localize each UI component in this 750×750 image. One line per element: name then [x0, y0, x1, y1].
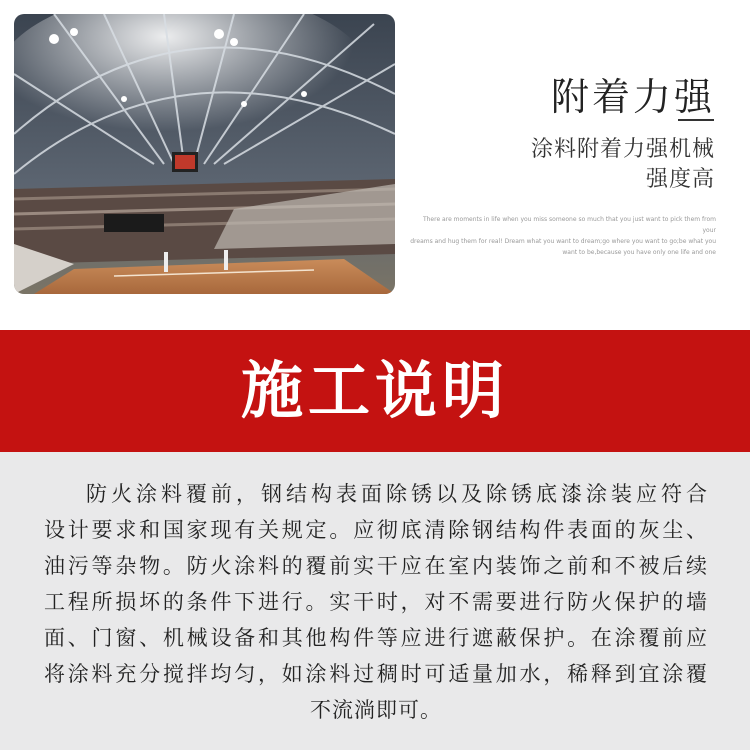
construction-description: [0, 452, 750, 750]
english-line: want to be,because you have only one life and one: [562, 249, 716, 256]
description-line: 油污等杂物。防火涂料的覆前实干应在室内装饰之前和不被后续: [44, 554, 708, 578]
description-line: 防火涂料覆前，钢结构表面除锈以及除锈底漆涂装应符合: [86, 482, 708, 506]
description-line: 不流淌即可。: [310, 698, 442, 722]
english-line: There are moments in life when you miss someone so much that you just want to pick them from your: [422, 216, 716, 234]
description-line: 面、门窗、机械设备和其他构件等应进行遮蔽保护。在涂覆前应: [44, 626, 708, 650]
description-line: 工程所损坏的条件下进行。实干时，对不需要进行防火保护的墙: [44, 590, 708, 614]
description-paragraph: [44, 476, 708, 728]
feature-subtitle-line: 涂料附着力强机械: [530, 137, 715, 162]
english-line: dreams and hug them for real! Dream what you want to dream;go where you want to go;be what you: [410, 238, 716, 245]
description-line: 设计要求和国家现有关规定。应彻底清除钢结构件表面的灰尘、: [44, 518, 708, 542]
feature-heading: 附着力强: [550, 75, 715, 119]
description-line: 将涂料充分搅拌均匀，如涂料过稠时可适量加水，稀释到宜涂覆: [44, 662, 708, 686]
decorative-english-text: [410, 214, 716, 258]
stadium-illustration: [14, 14, 395, 294]
banner-title: 施工说明: [240, 354, 509, 427]
feature-subtitle: [455, 135, 715, 195]
section-banner: [0, 330, 750, 452]
feature-subtitle-line: 强度高: [645, 167, 715, 192]
stadium-image: [14, 14, 395, 294]
feature-section: [0, 0, 750, 330]
heading-underline: [678, 119, 714, 121]
